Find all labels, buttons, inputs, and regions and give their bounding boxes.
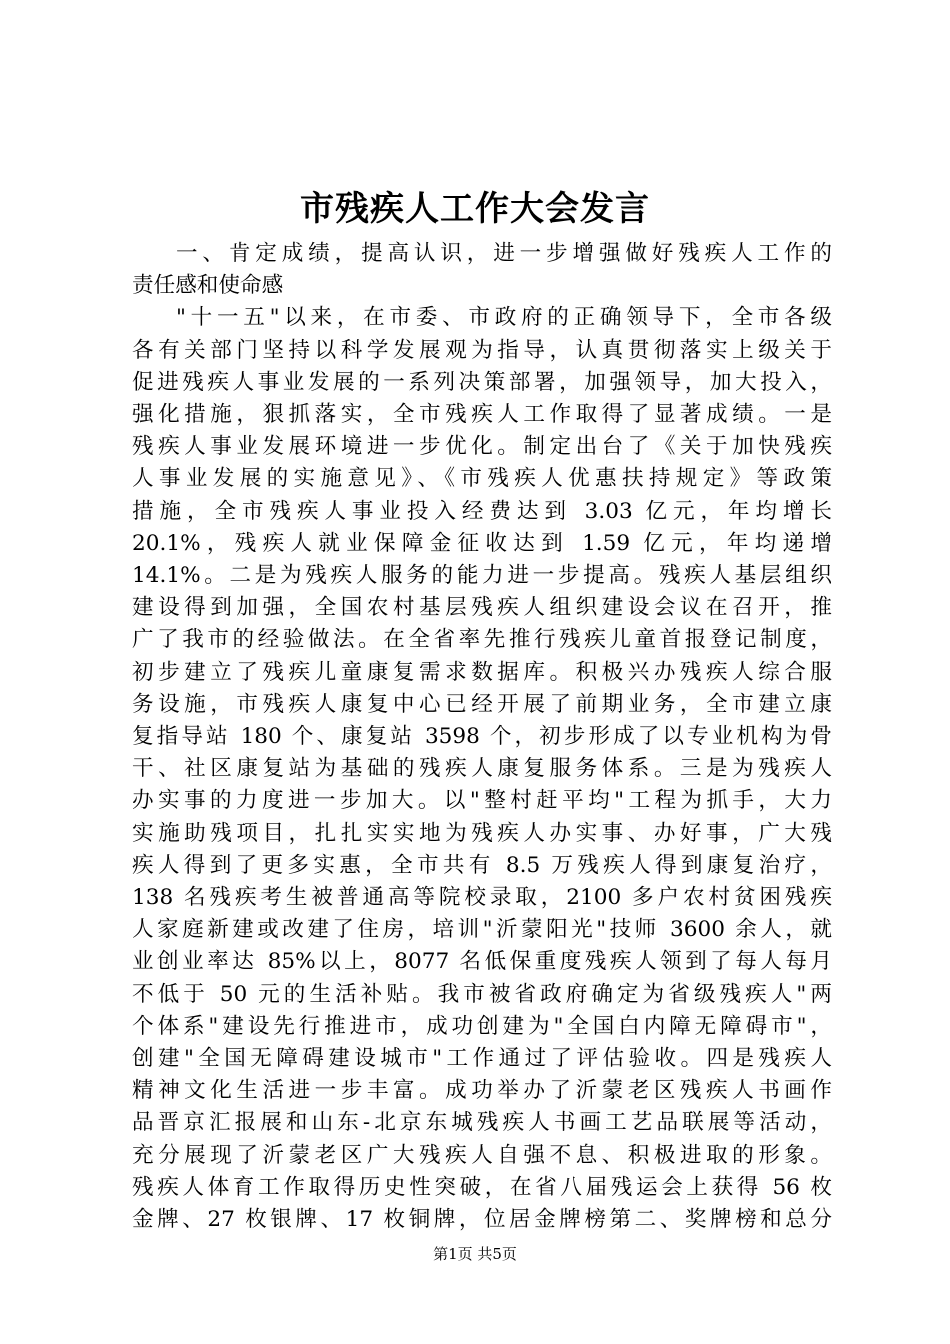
body-line: 促进残疾人事业发展的一系列决策部署，加强领导，加大投入， [132, 369, 832, 395]
body-line: 品晋京汇报展和山东-北京东城残疾人书画工艺品联展等活动， [132, 1110, 832, 1136]
document-title: 市残疾人工作大会发言 [300, 189, 650, 229]
body-line: 措施，全市残疾人事业投入经费达到 3.03 亿元，年均增长 [132, 498, 832, 524]
body-line: 创建"全国无障碍建设城市"工作通过了评估验收。四是残疾人 [132, 1046, 832, 1072]
body-line: 强化措施，狠抓落实，全市残疾人工作取得了显著成绩。一是 [132, 402, 832, 428]
body-line: 广了我市的经验做法。在全省率先推行残疾儿童首报登记制度， [132, 627, 832, 653]
document-body [132, 238, 832, 1236]
body-line: 各有关部门坚持以科学发展观为指导，认真贯彻落实上级关于 [132, 337, 832, 363]
page-number-footer: 第1页 共5页 [433, 1245, 517, 1263]
body-line: 不低于 50 元的生活补贴。我市被省政府确定为省级残疾人"两 [132, 981, 832, 1007]
body-line: "十一五"以来，在市委、市政府的正确领导下，全市各级 [176, 305, 832, 331]
body-line: 责任感和使命感 [132, 273, 284, 299]
body-line: 一、肯定成绩，提高认识，进一步增强做好残疾人工作的 [176, 241, 832, 266]
body-line: 业创业率达 85%以上，8077 名低保重度残疾人领到了每人每月 [132, 949, 832, 975]
body-line: 人事业发展的实施意见》、《市残疾人优惠扶持规定》等政策 [132, 466, 832, 492]
body-line: 建设得到加强，全国农村基层残疾人组织建设会议在召开，推 [132, 595, 832, 621]
body-line: 138 名残疾考生被普通高等院校录取，2100 多户农村贫困残疾 [132, 885, 832, 911]
body-line: 务设施，市残疾人康复中心已经开展了前期业务，全市建立康 [132, 691, 832, 717]
body-line: 14.1%。二是为残疾人服务的能力进一步提高。残疾人基层组织 [132, 563, 832, 589]
body-line: 干、社区康复站为基础的残疾人康复服务体系。三是为残疾人 [132, 756, 832, 782]
body-line: 初步建立了残疾儿童康复需求数据库。积极兴办残疾人综合服 [132, 659, 832, 685]
body-line: 疾人得到了更多实惠，全市共有 8.5 万残疾人得到康复治疗， [132, 852, 832, 878]
body-line: 复指导站 180 个、康复站 3598 个，初步形成了以专业机构为骨 [132, 724, 832, 750]
body-line: 20.1%，残疾人就业保障金征收达到 1.59 亿元，年均递增 [132, 530, 832, 556]
body-line: 办实事的力度进一步加大。以"整村赶平均"工程为抓手，大力 [132, 788, 832, 814]
body-line: 残疾人事业发展环境进一步优化。制定出台了《关于加快残疾 [132, 434, 832, 460]
body-line: 个体系"建设先行推进市，成功创建为"全国白内障无障碍市"， [132, 1013, 832, 1039]
body-line: 残疾人体育工作取得历史性突破，在省八届残运会上获得 56 枚 [132, 1174, 832, 1200]
body-line: 充分展现了沂蒙老区广大残疾人自强不息、积极进取的形象。 [132, 1142, 832, 1168]
body-line: 人家庭新建或改建了住房，培训"沂蒙阳光"技师 3600 余人，就 [132, 917, 832, 943]
body-line: 实施助残项目，扎扎实实地为残疾人办实事、办好事，广大残 [132, 820, 832, 846]
body-line: 精神文化生活进一步丰富。成功举办了沂蒙老区残疾人书画作 [132, 1078, 832, 1104]
body-line: 金牌、27 枚银牌、17 枚铜牌，位居金牌榜第二、奖牌榜和总分 [132, 1207, 832, 1233]
